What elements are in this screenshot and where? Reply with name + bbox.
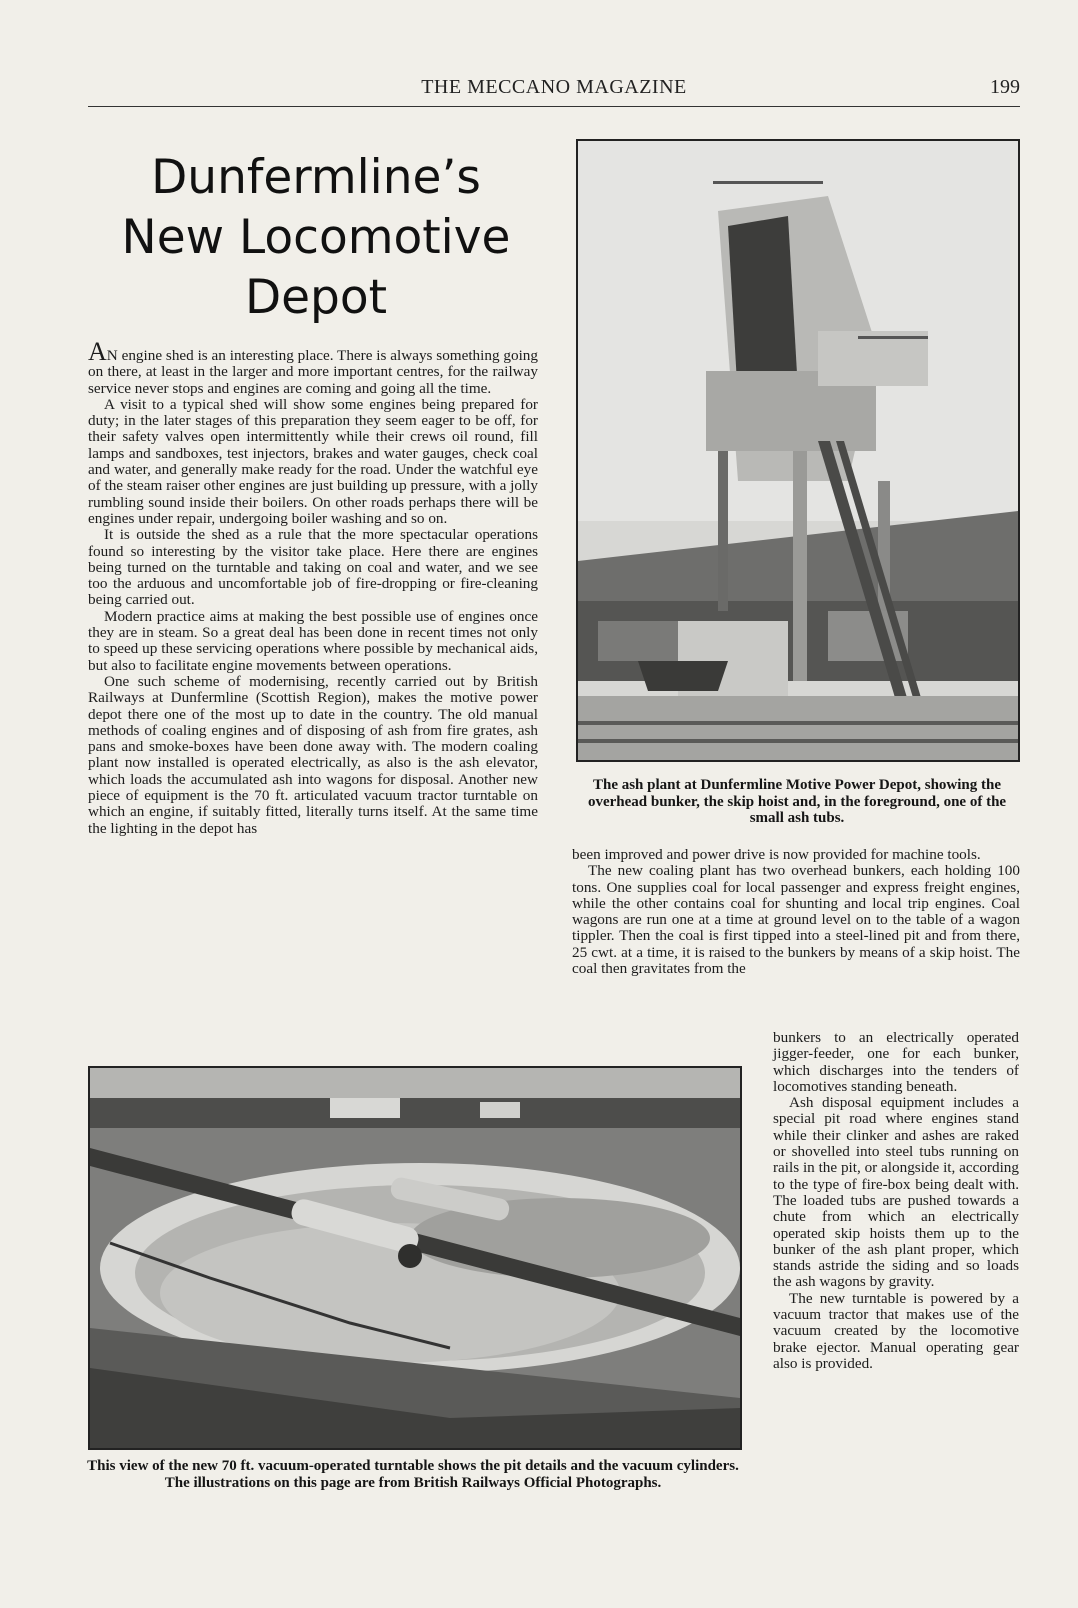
page-number: 199 — [990, 76, 1020, 98]
headline-line-2: New Locomotive — [121, 210, 511, 265]
headline-line-1: Dunfermline’s — [151, 150, 481, 205]
running-header — [88, 76, 1020, 107]
turntable-photo — [88, 1066, 742, 1450]
article-headline — [96, 148, 536, 328]
article-paragraph: been improved and power drive is now provided for machine tools. — [572, 846, 981, 863]
article-paragraph: bunkers to an electrically operated jigger-feeder, one for each bunker, which discharges into the tenders of locomotives standing beneath. — [773, 1029, 1019, 1095]
drop-cap: A — [88, 337, 107, 366]
article-paragraph: The new coaling plant has two overhead bunkers, each holding 100 tons. One supplies coal for local passenger and express freight engines, while the other contains coal for shunting and local trip engines. Coal wagons are run one at a time at ground level on to the table of a wagon tippler. Then the coal is first tipped into a steel-lined pit and from there, 25 cwt. at a time, it is raised to the bunkers by means of a skip hoist. The coal then gravitates from the — [572, 862, 1020, 978]
magazine-title: THE MECCANO MAGAZINE — [421, 76, 687, 98]
turntable-caption: This view of the new 70 ft. vacuum-operated turntable shows the pit details and the vacuum cylinders. The illustrations on this page are from British Railways Official Photographs. — [87, 1458, 739, 1491]
article-paragraph: One such scheme of modernising, recently carried out by British Railways at Dunfermline (Scottish Region), makes the motive power depot there one of the most up to date in the country. The old manual methods of coaling engines and of disposing of ash from fire grates, ash pans and smoke-boxes have been done away with. The modern coaling plant now installed is operated electrically, as also is the ash elevator, which loads the accumulated ash into wagons for disposal. Another new piece of equipment is the 70 ft. articulated vacuum tractor turntable on which an engine, if suitably fitted, literally turns itself. At the same time the lighting in the depot has — [88, 672, 538, 837]
paragraph-text: N engine shed is an interesting place. There is always something going on there, at least in the larger and more important centres, for the railway service never stops and engines are coming and going all the time. — [88, 347, 538, 397]
headline-line-3: Depot — [244, 270, 388, 325]
ash-plant-photo — [576, 139, 1020, 762]
ash-plant-illustration — [578, 141, 1018, 760]
ash-plant-caption: The ash plant at Dunfermline Motive Power Depot, showing the overhead bunker, the skip hoist and, in the foreground, one of the small ash tubs. — [587, 777, 1007, 826]
article-paragraph: A visit to a typical shed will show some engines being prepared for duty; in the later stages of this preparation they seem eager to be off, for their safety valves open intermittently while their crews oil round, fill lamps and sandboxes, test injectors, brakes and water gauges, check coal and water, and generally make ready for the road. Under the watchful eye of the steam raiser other engines are just building up pressure, with a jolly rumbling sound inside their boilers. On other roads perhaps there will be engines under repair, undergoing boiler washing and so on. — [88, 395, 538, 527]
article-column-left — [88, 337, 538, 837]
turntable-illustration — [90, 1068, 740, 1448]
article-column-narrow — [773, 1030, 1019, 1372]
article-paragraph — [88, 337, 538, 397]
article-column-right — [572, 847, 1020, 977]
article-paragraph: It is outside the shed as a rule that the more spectacular operations found so interesting by the visitor take place. Here there are engines being turned on the turntable and taking on coal and water, and we see too the arduous and uncomfortable job of fire-dropping or fire-cleaning being carried out. — [88, 526, 538, 609]
article-paragraph: Modern practice aims at making the best possible use of engines once they are in steam. So a great deal has been done in recent times not only to speed up these servicing operations where possible by mechanical aids, but also to facilitate engine movements between operations. — [88, 607, 538, 674]
article-paragraph: The new turntable is powered by a vacuum tractor that makes use of the vacuum created by the locomotive brake ejector. Manual operating gear also is provided. — [773, 1289, 1019, 1372]
article-paragraph: Ash disposal equipment includes a special pit road where engines stand while their clinker and ashes are raked or shovelled into steel tubs running on rails in the pit, or alongside it, according to the type of fire-box being dealt with. The loaded tubs are pushed towards a chute from which an electrically operated skip hoists them up to the bunker of the ash plant proper, which stands astride the siding and so loads the ash wagons by gravity. — [773, 1094, 1019, 1291]
